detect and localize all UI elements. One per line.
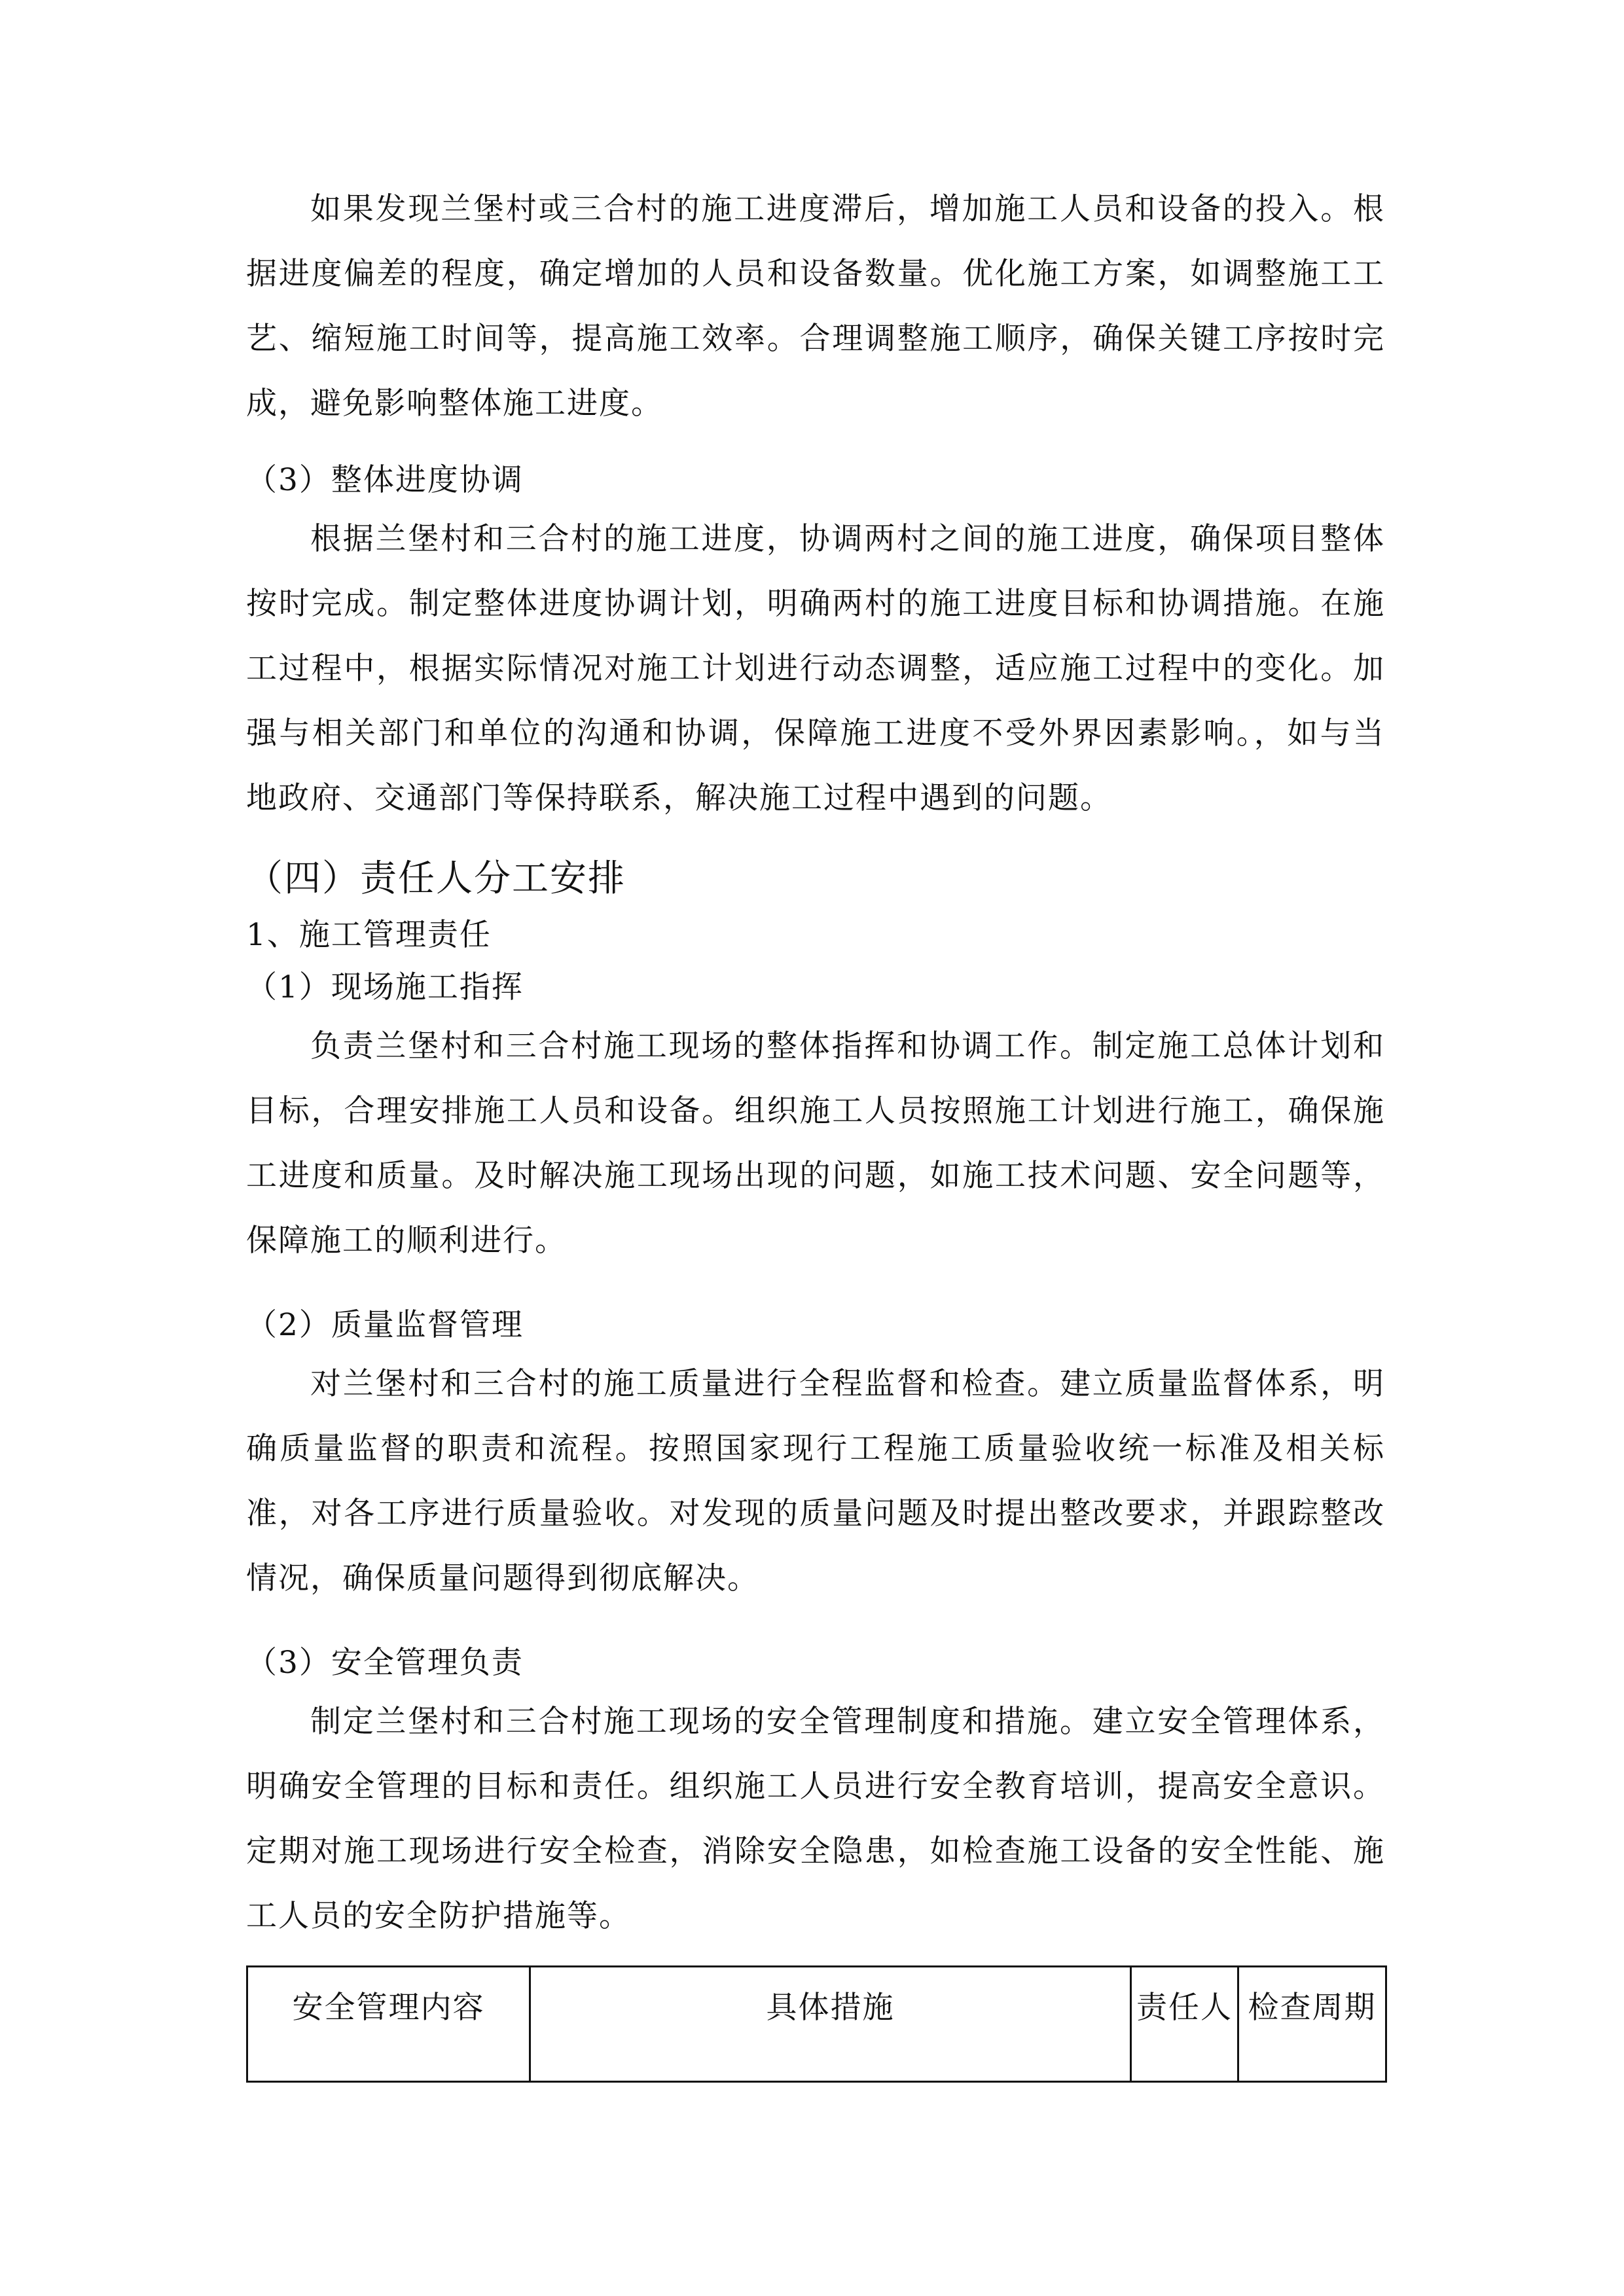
paragraph-site-command: 负责兰堡村和三合村施工现场的整体指挥和协调工作。制定施工总体计划和目标，合理安排施工人员和设备。组织施工人员按照施工计划进行施工，确保施工进度和质量。及时解决施工现场出现的问题，如施工技术问题、安全问题等，保障施工的顺利进行。 <box>246 1028 1385 1259</box>
item-construction-management: 1、施工管理责任 <box>246 917 492 953</box>
safety-management-table <box>246 1965 1387 2083</box>
header-specific-measures: 具体措施 <box>530 1967 1131 2082</box>
document-page <box>246 177 1385 2083</box>
header-safety-content: 安全管理内容 <box>247 1967 530 2082</box>
subheading-safety-management: （3）安全管理负责 <box>246 1645 524 1681</box>
table-header-row <box>247 1967 1386 2082</box>
paragraph-progress-lag: 如果发现兰堡村或三合村的施工进度滞后，增加施工人员和设备的投入。根据进度偏差的程度，确定增加的人员和设备数量。优化施工方案，如调整施工工艺、缩短施工时间等，提高施工效率。合理调整施工顺序，确保关键工序按时完成，避免影响整体施工进度。 <box>246 191 1385 422</box>
subheading-overall-progress: （3）整体进度协调 <box>246 462 524 498</box>
subheading-quality-supervision: （2）质量监督管理 <box>246 1307 524 1343</box>
subheading-site-command: （1）现场施工指挥 <box>246 969 524 1005</box>
section-heading-responsibility: （四）责任人分工安排 <box>246 857 626 900</box>
header-inspection-cycle: 检查周期 <box>1238 1967 1386 2082</box>
paragraph-overall-progress: 根据兰堡村和三合村的施工进度，协调两村之间的施工进度，确保项目整体按时完成。制定整体进度协调计划，明确两村的施工进度目标和协调措施。在施工过程中，根据实际情况对施工计划进行动态调整，适应施工过程中的变化。加强与相关部门和单位的沟通和协调，保障施工进度不受外界因素影响。，如与当地政府、交通部门等保持联系，解决施工过程中遇到的问题。 <box>246 521 1385 816</box>
paragraph-quality-supervision: 对兰堡村和三合村的施工质量进行全程监督和检查。建立质量监督体系，明确质量监督的职责和流程。按照国家现行工程施工质量验收统一标准及相关标准，对各工序进行质量验收。对发现的质量问题及时提出整改要求，并跟踪整改情况，确保质量问题得到彻底解决。 <box>246 1366 1385 1596</box>
header-responsible-person: 责任人 <box>1131 1967 1238 2082</box>
paragraph-safety-management: 制定兰堡村和三合村施工现场的安全管理制度和措施。建立安全管理体系，明确安全管理的目标和责任。组织施工人员进行安全教育培训，提高安全意识。定期对施工现场进行安全检查，消除安全隐患，如检查施工设备的安全性能、施工人员的安全防护措施等。 <box>246 1704 1385 1934</box>
